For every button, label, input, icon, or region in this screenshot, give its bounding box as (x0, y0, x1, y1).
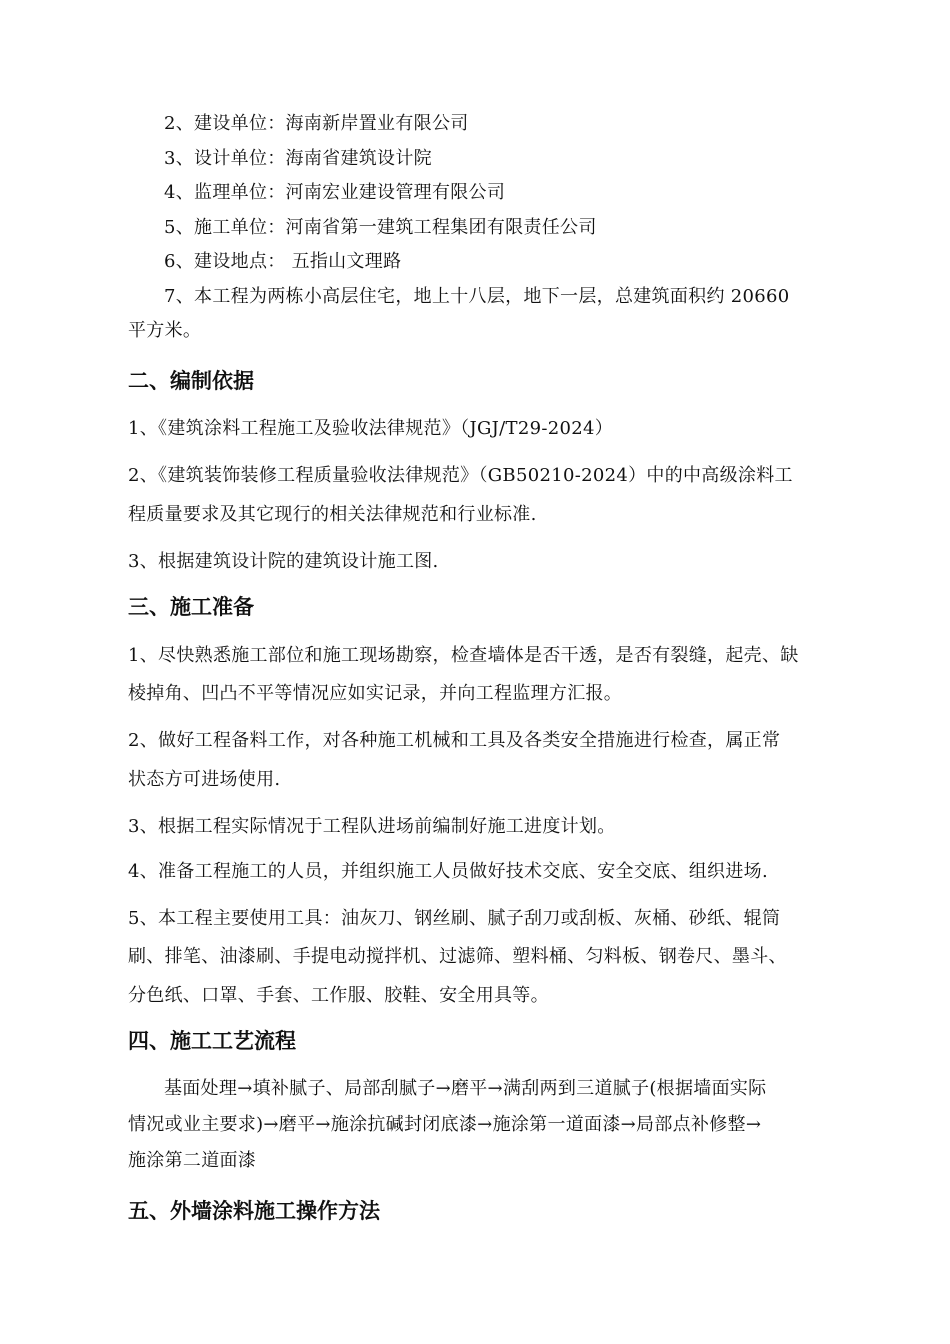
basis-item-2-cont: 程质量要求及其它现行的相关法律规范和行业标准. (128, 504, 537, 525)
designer-line: 3、设计单位：海南省建筑设计院 (164, 148, 432, 169)
prep-item-3: 3、根据工程实际情况于工程队进场前编制好施工进度计划。 (128, 816, 616, 837)
prep-item-5: 5、本工程主要使用工具：油灰刀、钢丝刷、腻子刮刀或刮板、灰桶、砂纸、辊筒 (128, 908, 781, 929)
prep-item-1-cont: 棱掉角、凹凸不平等情况应如实记录，并向工程监理方汇报。 (128, 683, 623, 704)
section-heading-process-flow: 四、施工工艺流程 (128, 1029, 296, 1053)
basis-item-3: 3、根据建筑设计院的建筑设计施工图. (128, 551, 439, 572)
owner-line: 2、建设单位：海南新岸置业有限公司 (164, 113, 469, 134)
contractor-line: 5、施工单位：河南省第一建筑工程集团有限责任公司 (164, 217, 597, 238)
prep-item-2: 2、做好工程备料工作，对各种施工机械和工具及各类安全措施进行检查，属正常 (128, 730, 781, 751)
scope-line-cont: 平方米。 (128, 320, 202, 341)
prep-item-5-cont2: 分色纸、口罩、手套、工作服、胶鞋、安全用具等。 (128, 985, 549, 1006)
prep-item-5-cont: 刷、排笔、油漆刷、手提电动搅拌机、过滤筛、塑料桶、匀料板、钢卷尺、墨斗、 (128, 946, 787, 967)
location-line: 6、建设地点： 五指山文理路 (164, 251, 402, 272)
process-flow-line-2: 情况或业主要求)→磨平→施涂抗碱封闭底漆→施涂第一道面漆→局部点补修整→ (128, 1114, 762, 1135)
section-heading-basis: 二、编制依据 (128, 369, 254, 393)
basis-item-2: 2、《建筑装饰装修工程质量验收法律规范》（GB50210-2024）中的中高级涂料工 (128, 465, 793, 486)
process-flow-line-1: 基面处理→填补腻子、局部刮腻子→磨平→满刮两到三道腻子(根据墙面实际 (164, 1078, 767, 1099)
prep-item-4: 4、准备工程施工的人员，并组织施工人员做好技术交底、安全交底、组织进场. (128, 861, 768, 882)
prep-item-2-cont: 状态方可进场使用. (128, 769, 281, 790)
prep-item-1: 1、尽快熟悉施工部位和施工现场勘察，检查墙体是否干透，是否有裂缝，起壳、缺 (128, 645, 799, 666)
section-heading-exterior-method: 五、外墙涂料施工操作方法 (128, 1199, 380, 1223)
scope-line: 7、本工程为两栋小高层住宅，地上十八层，地下一层，总建筑面积约 20660 (164, 286, 790, 307)
supervisor-line: 4、监理单位：河南宏业建设管理有限公司 (164, 182, 506, 203)
section-heading-preparation: 三、施工准备 (128, 595, 254, 619)
basis-item-1: 1、《建筑涂料工程施工及验收法律规范》（JGJ/T29-2024） (128, 418, 614, 439)
process-flow-line-3: 施涂第二道面漆 (128, 1150, 257, 1171)
